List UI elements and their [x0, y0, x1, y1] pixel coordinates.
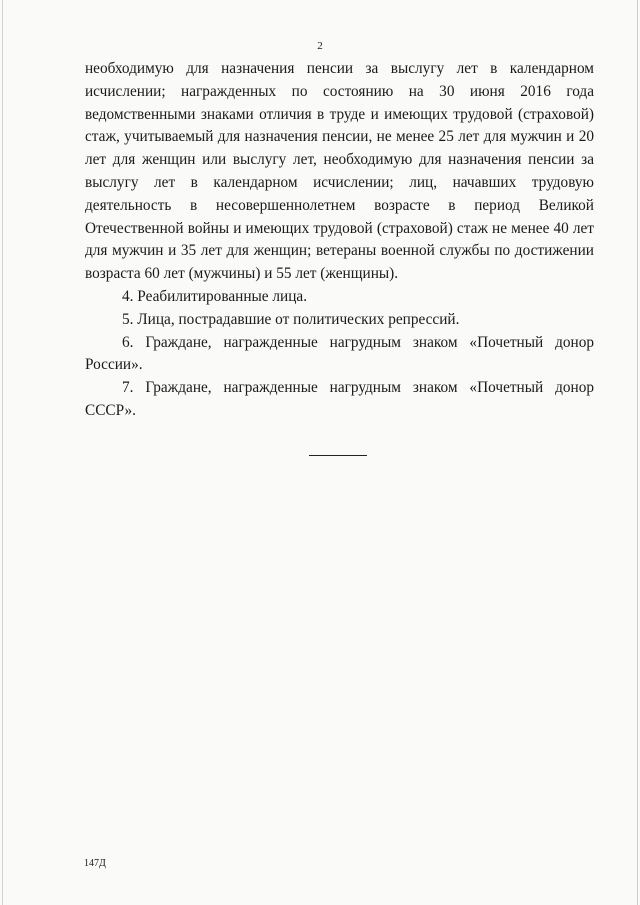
footer-code: 147Д	[84, 858, 106, 869]
list-item-7: 7. Граждане, награжденные нагрудным знаком «Почетный донор СССР».	[85, 379, 594, 419]
document-body	[85, 58, 594, 423]
page-number: 2	[317, 40, 323, 52]
list-item-6: 6. Граждане, награжденные нагрудным знаком «Почетный донор России».	[85, 333, 594, 374]
list-item-5: 5. Лица, пострадавшие от политических репрессий.	[122, 310, 460, 328]
scan-edge-right	[637, 0, 638, 905]
list-item-4: 4. Реабилитированные лица.	[122, 287, 308, 305]
continuation-paragraph: необходимую для назначения пенсии за выслугу лет в календарном исчислении; награжденных по состоянию на 30 июня 2016 года ведомственными знаками отличия в труде и имеющих трудовой (страховой) стаж, учитываемый для назначения пенсии, не менее 25 лет для мужчин и 20 лет для женщин или выслугу лет, необходимую для назначения пенсии за выслугу лет в календарном исчислении; лиц, начавших трудовую деятельность в несовершеннолетнем возрасте в период Великой Отечественной войны и имеющих трудовой (страховой) стаж не менее 40 лет для мужчин и 35 лет для женщин; ветераны военной службы по достижении возраста 60 лет (мужчины) и 55 лет (женщины).	[85, 60, 594, 283]
scan-edge-left	[2, 0, 3, 905]
end-of-text-rule	[309, 455, 367, 456]
